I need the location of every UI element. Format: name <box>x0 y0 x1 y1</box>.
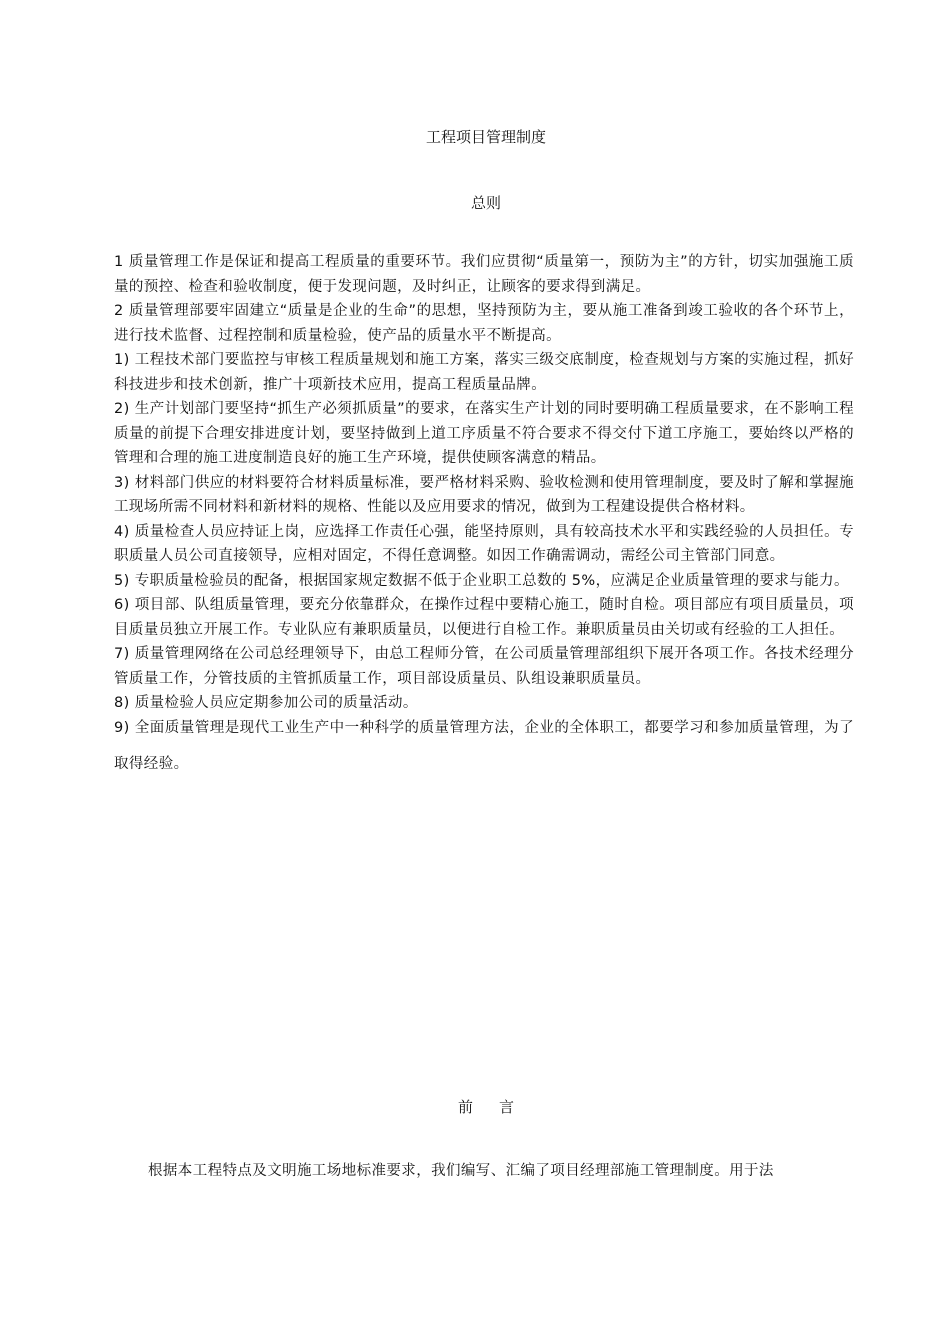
paragraph: 1) 工程技术部门要监控与审核工程质量规划和施工方案，落实三级交底制度，检查规划与方案的实施过程，抓好科技进步和技术创新，推广十项新技术应用，提高工程质量品牌。 <box>114 352 854 393</box>
section-heading: 总则 <box>470 194 501 212</box>
paragraph: 1 质量管理工作是保证和提高工程质量的重要环节。我们应贯彻“质量第一，预防为主”的方针，切实加强施工质量的预控、检查和验收制度，便于发现问题，及时纠正，让顾客的要求得到满足。 <box>114 254 854 295</box>
paragraph: 5) 专职质量检验员的配备，根据国家规定数据不低于企业职工总数的 5%，应满足企业质量管理的要求与能力。 <box>114 572 849 589</box>
paragraph: 7) 质量管理网络在公司总经理领导下，由总工程师分管，在公司质量管理部组织下展开各项工作。各技术经理分管质量工作，分管技质的主管抓质量工作，项目部设质量员、队组设兼职质量员。 <box>114 646 854 687</box>
preface-paragraph: 根据本工程特点及文明施工场地标准要求，我们编写、汇编了项目经理部施工管理制度。用于法 <box>148 1163 774 1179</box>
paragraph: 4) 质量检查人员应持证上岗，应选择工作责任心强，能坚持原则，具有较高技术水平和实践经验的人员担任。专职质量人员公司直接领导，应相对固定，不得任意调整。如因工作确需调动，需经公司主管部门同意。 <box>114 523 854 564</box>
preface-heading-char-1: 前 <box>457 1098 473 1116</box>
preface-heading <box>0 1096 950 1118</box>
paragraph: 8) 质量检验人员应定期参加公司的质量活动。 <box>114 695 418 711</box>
document-body <box>114 250 854 782</box>
preface-heading-char-2: 言 <box>499 1098 515 1116</box>
paragraph: 3) 材料部门供应的材料要符合材料质量标准，要严格材料采购、验收检测和使用管理制度，要及时了解和掌握施工现场所需不同材料和新材料的规格、性能以及应用要求的情况，做到为工程建设提供合格材料。 <box>114 474 854 515</box>
document-title: 工程项目管理制度 <box>425 128 546 146</box>
paragraph: 6) 项目部、队组质量管理，要充分依靠群众，在操作过程中要精心施工，随时自检。项目部应有项目质量员，项目质量员独立开展工作。专业队应有兼职质量员，以便进行自检工作。兼职质量员由关切或有经验的工人担任。 <box>114 597 854 638</box>
paragraph: 2) 生产计划部门要坚持“抓生产必须抓质量”的要求，在落实生产计划的同时要明确工程质量要求，在不影响工程质量的前提下合理安排进度计划，要坚持做到上道工序质量不符合要求不得交付下道工序施工，要始终以严格的管理和合理的施工进度制造良好的施工生产环境，提供使顾客满意的精品。 <box>114 401 854 466</box>
paragraph: 9) 全面质量管理是现代工业生产中一种科学的质量管理方法，企业的全体职工，都要学习和参加质量管理，为了取得经验。 <box>114 719 854 772</box>
paragraph: 2 质量管理部要牢固建立“质量是企业的生命”的思想，坚持预防为主，要从施工准备到竣工验收的各个环节上，进行技术监督、过程控制和质量检验，使产品的质量水平不断提高。 <box>114 303 854 344</box>
